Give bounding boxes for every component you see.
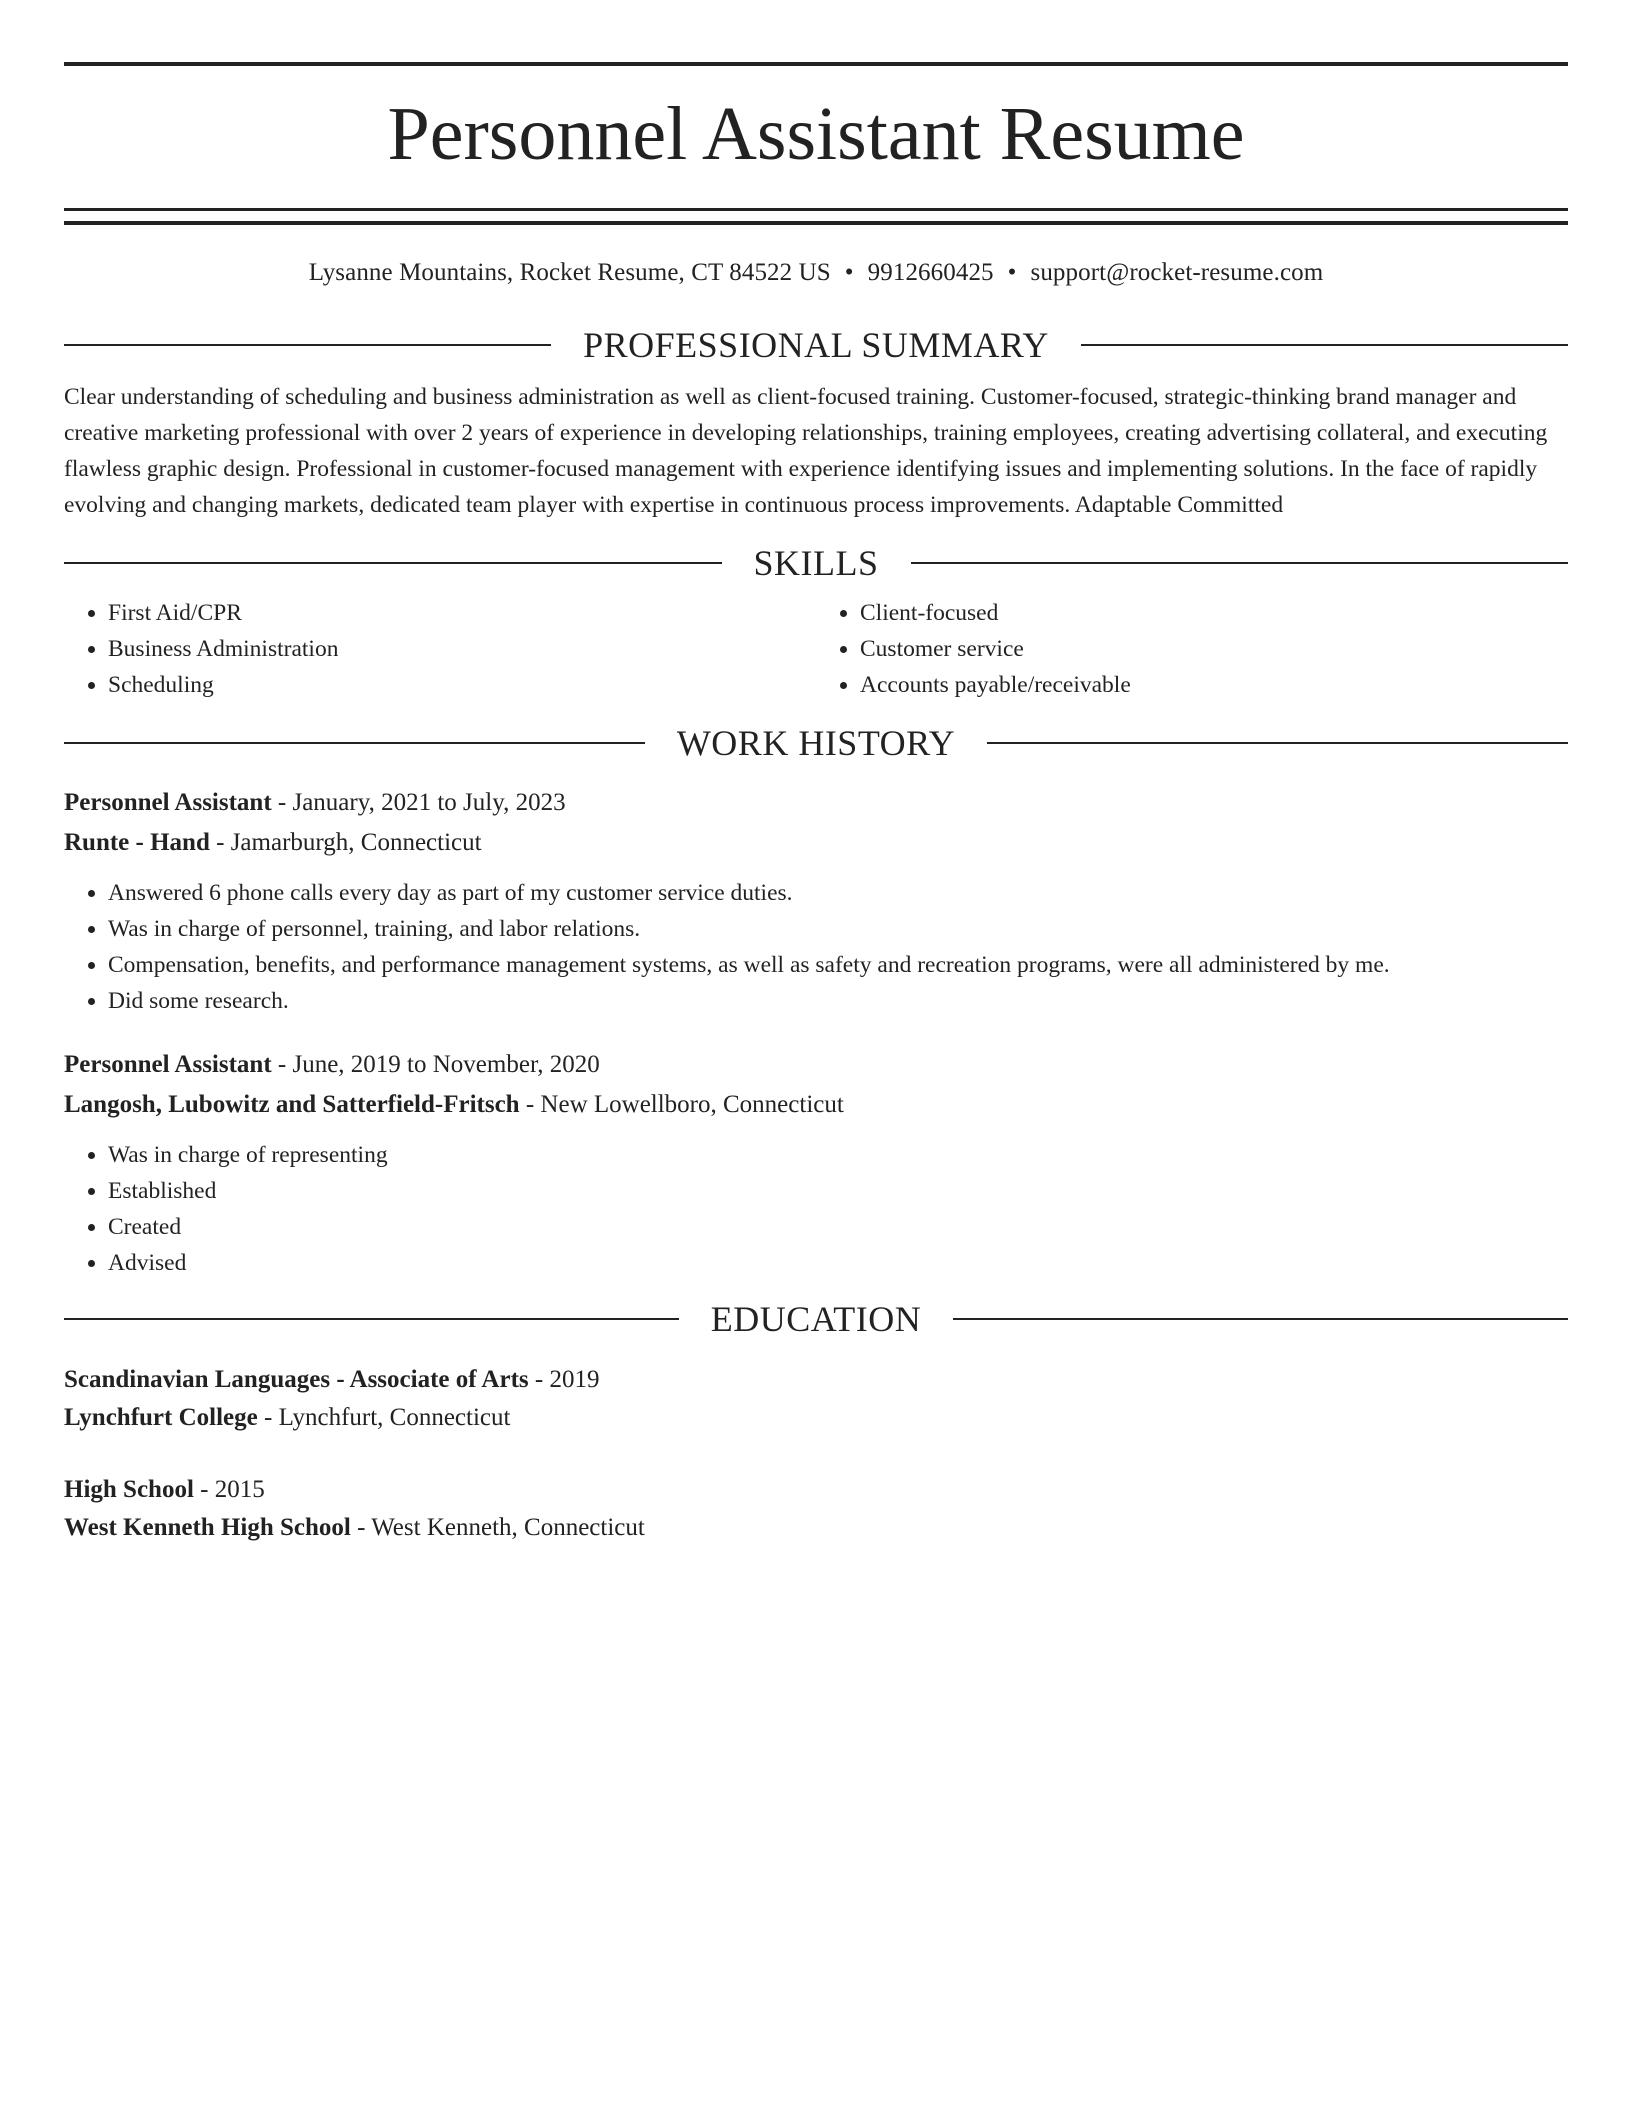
job-bullet: • Answered 6 phone calls every day as part of my customer service duties. [108, 875, 1568, 911]
job-bullet: • Compensation, benefits, and performance management systems, as well as safety and recreation programs, were all administered by me. [108, 947, 1568, 983]
heading-rule-right [987, 742, 1568, 744]
education-school-line [64, 1509, 1568, 1547]
job-entry [64, 783, 1568, 1019]
skill-item: • Scheduling [108, 667, 816, 703]
education-degree: High School [64, 1476, 194, 1503]
contact-separator: • [1007, 259, 1017, 286]
skills-column-right [816, 595, 1568, 703]
education-location: - Lynchfurt, Connecticut [257, 1404, 511, 1431]
education-heading-label: EDUCATION [710, 1299, 922, 1339]
skill-item: • Customer service [860, 631, 1568, 667]
job-company-line [64, 823, 1568, 863]
job-location: - Jamarburgh, Connecticut [209, 829, 482, 856]
job-bullet: • Established [108, 1173, 1568, 1209]
job-dates: - January, 2021 to July, 2023 [271, 789, 566, 816]
education-year: - 2019 [528, 1366, 600, 1393]
education-school: West Kenneth High School [64, 1514, 351, 1541]
job-bullet: • Advised [108, 1245, 1568, 1281]
summary-heading-label: PROFESSIONAL SUMMARY [583, 325, 1049, 365]
education-school: Lynchfurt College [64, 1404, 258, 1431]
education-degree-line [64, 1471, 1568, 1509]
job-title: Personnel Assistant [64, 789, 272, 816]
job-company: Langosh, Lubowitz and Satterfield-Fritsch [64, 1091, 520, 1118]
heading-rule-left [64, 742, 645, 744]
skills-list [64, 595, 1568, 703]
contact-phone: 9912660425 [867, 259, 994, 286]
heading-rule-right [953, 1318, 1568, 1320]
skills-heading [64, 545, 1568, 581]
contact-address: Lysanne Mountains, Rocket Resume, CT 84522 US [308, 259, 831, 286]
education-entry [64, 1361, 1568, 1437]
job-bullet: • Created [108, 1209, 1568, 1245]
education-year: - 2015 [193, 1476, 265, 1503]
heading-rule-left [64, 344, 551, 346]
heading-rule-right [911, 562, 1569, 564]
resume-title: Personnel Assistant Resume [387, 92, 1245, 176]
skill-item: • Accounts payable/receivable [860, 667, 1568, 703]
contact-line [64, 259, 1568, 299]
work-heading-label: WORK HISTORY [676, 723, 956, 763]
job-title-line [64, 783, 1568, 823]
heading-rule-left [64, 562, 722, 564]
work-heading [64, 725, 1568, 761]
job-bullet: • Was in charge of representing [108, 1137, 1568, 1173]
job-entry [64, 1045, 1568, 1281]
heading-rule-right [1081, 344, 1568, 346]
summary-text: Clear understanding of scheduling and business administration as well as client-focused training. Customer-focused, strategic-thinking brand manager and creative marketing professional with over 2 years of experience in developing relationships, training employees, creating advertising collateral, and executing flawless graphic design. Professional in customer-focused management with experience identifying issues and implementing solutions. In the face of rapidly evolving and changing markets, dedicated team player with expertise in continuous process improvements. Adaptable Committed [64, 384, 1548, 518]
job-bullets [64, 1137, 1568, 1281]
contact-email: support@rocket-resume.com [1030, 259, 1324, 286]
job-bullet: • Did some research. [108, 983, 1568, 1019]
job-dates: - June, 2019 to November, 2020 [271, 1051, 600, 1078]
education-degree-line [64, 1361, 1568, 1399]
skill-item: • Client-focused [860, 595, 1568, 631]
job-bullet: • Was in charge of personnel, training, and labor relations. [108, 911, 1568, 947]
education-degree: Scandinavian Languages - Associate of Arts [64, 1366, 529, 1393]
title-double-rule [64, 208, 1568, 225]
education-heading [64, 1301, 1568, 1337]
summary-heading [64, 327, 1568, 363]
job-bullets [64, 875, 1568, 1019]
contact-separator: • [844, 259, 854, 286]
education-location: - West Kenneth, Connecticut [350, 1514, 645, 1541]
job-title: Personnel Assistant [64, 1051, 272, 1078]
skills-heading-label: SKILLS [753, 543, 879, 583]
top-rule [64, 62, 1568, 66]
job-location: - New Lowellboro, Connecticut [519, 1091, 844, 1118]
skill-item: • First Aid/CPR [108, 595, 816, 631]
skills-column-left [64, 595, 816, 703]
skill-item: • Business Administration [108, 631, 816, 667]
job-company-line [64, 1085, 1568, 1125]
heading-rule-left [64, 1318, 679, 1320]
education-school-line [64, 1399, 1568, 1437]
job-company: Runte - Hand [64, 829, 210, 856]
education-entry [64, 1471, 1568, 1547]
job-title-line [64, 1045, 1568, 1085]
